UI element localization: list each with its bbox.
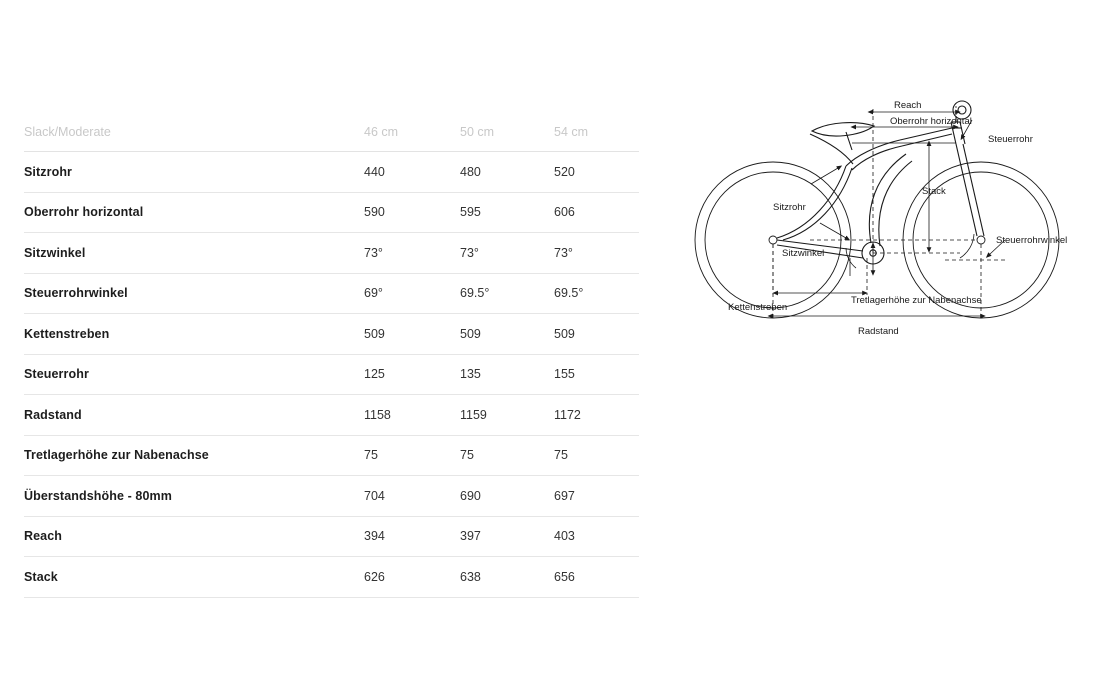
table-body	[24, 152, 639, 598]
row-value-3: 697	[554, 476, 639, 517]
row-value-1: 69°	[364, 273, 460, 314]
row-value-1: 509	[364, 314, 460, 355]
row-value-1: 75	[364, 435, 460, 476]
row-value-3: 509	[554, 314, 639, 355]
table-row	[24, 273, 639, 314]
row-label: Kettenstreben	[24, 314, 364, 355]
table-header-row	[24, 112, 639, 152]
row-value-3: 1172	[554, 395, 639, 436]
row-value-3: 73°	[554, 233, 639, 274]
geometry-table	[24, 112, 639, 598]
header-size-1: 46 cm	[364, 112, 460, 152]
row-value-1: 704	[364, 476, 460, 517]
row-value-3: 656	[554, 557, 639, 598]
row-value-2: 135	[460, 354, 554, 395]
row-label: Überstandshöhe - 80mm	[24, 476, 364, 517]
label-stack: Stack	[922, 186, 946, 197]
table-row	[24, 516, 639, 557]
row-value-2: 509	[460, 314, 554, 355]
table-row	[24, 476, 639, 517]
row-value-2: 638	[460, 557, 554, 598]
row-value-2: 1159	[460, 395, 554, 436]
row-label: Oberrohr horizontal	[24, 192, 364, 233]
row-value-2: 595	[460, 192, 554, 233]
row-value-1: 440	[364, 152, 460, 193]
row-value-2: 73°	[460, 233, 554, 274]
label-kettenstreben: Kettenstreben	[728, 302, 788, 313]
table-row	[24, 314, 639, 355]
table-row	[24, 152, 639, 193]
row-value-2: 75	[460, 435, 554, 476]
row-value-2: 480	[460, 152, 554, 193]
row-value-3: 75	[554, 435, 639, 476]
row-label: Sitzwinkel	[24, 233, 364, 274]
row-label: Radstand	[24, 395, 364, 436]
table-row	[24, 233, 639, 274]
row-value-1: 394	[364, 516, 460, 557]
row-label: Stack	[24, 557, 364, 598]
bike-geometry-diagram	[660, 88, 1100, 378]
row-label: Reach	[24, 516, 364, 557]
header-size-2: 50 cm	[460, 112, 554, 152]
row-value-1: 73°	[364, 233, 460, 274]
row-value-1: 590	[364, 192, 460, 233]
table-row	[24, 395, 639, 436]
row-label: Steuerrohrwinkel	[24, 273, 364, 314]
label-oberrohr-horizontal: Oberrohr horizontal	[890, 116, 972, 127]
row-value-3: 155	[554, 354, 639, 395]
row-value-3: 606	[554, 192, 639, 233]
row-value-2: 69.5°	[460, 273, 554, 314]
label-steuerrohr: Steuerrohr	[988, 134, 1033, 145]
diagram-labels	[728, 100, 1067, 337]
row-label: Tretlagerhöhe zur Nabenachse	[24, 435, 364, 476]
row-value-3: 520	[554, 152, 639, 193]
row-value-1: 626	[364, 557, 460, 598]
row-value-2: 397	[460, 516, 554, 557]
label-reach: Reach	[894, 100, 922, 111]
row-value-3: 69.5°	[554, 273, 639, 314]
row-label: Sitzrohr	[24, 152, 364, 193]
row-value-2: 690	[460, 476, 554, 517]
table-row	[24, 192, 639, 233]
row-value-1: 1158	[364, 395, 460, 436]
label-sitzwinkel: Sitzwinkel	[782, 248, 825, 259]
row-value-3: 403	[554, 516, 639, 557]
label-sitzrohr: Sitzrohr	[773, 202, 806, 213]
row-label: Steuerrohr	[24, 354, 364, 395]
label-steuerrohrwinkel: Steuerrohrwinkel	[996, 235, 1068, 246]
header-size-3: 54 cm	[554, 112, 639, 152]
header-title: Slack/Moderate	[24, 112, 364, 152]
table-row	[24, 557, 639, 598]
label-radstand: Radstand	[858, 326, 899, 337]
table-row	[24, 354, 639, 395]
table-header	[24, 112, 639, 152]
dimension-lines	[773, 106, 1005, 318]
row-value-1: 125	[364, 354, 460, 395]
table-row	[24, 435, 639, 476]
label-tretlagerhoehe: Tretlagerhöhe zur Nabenachse	[851, 295, 982, 306]
